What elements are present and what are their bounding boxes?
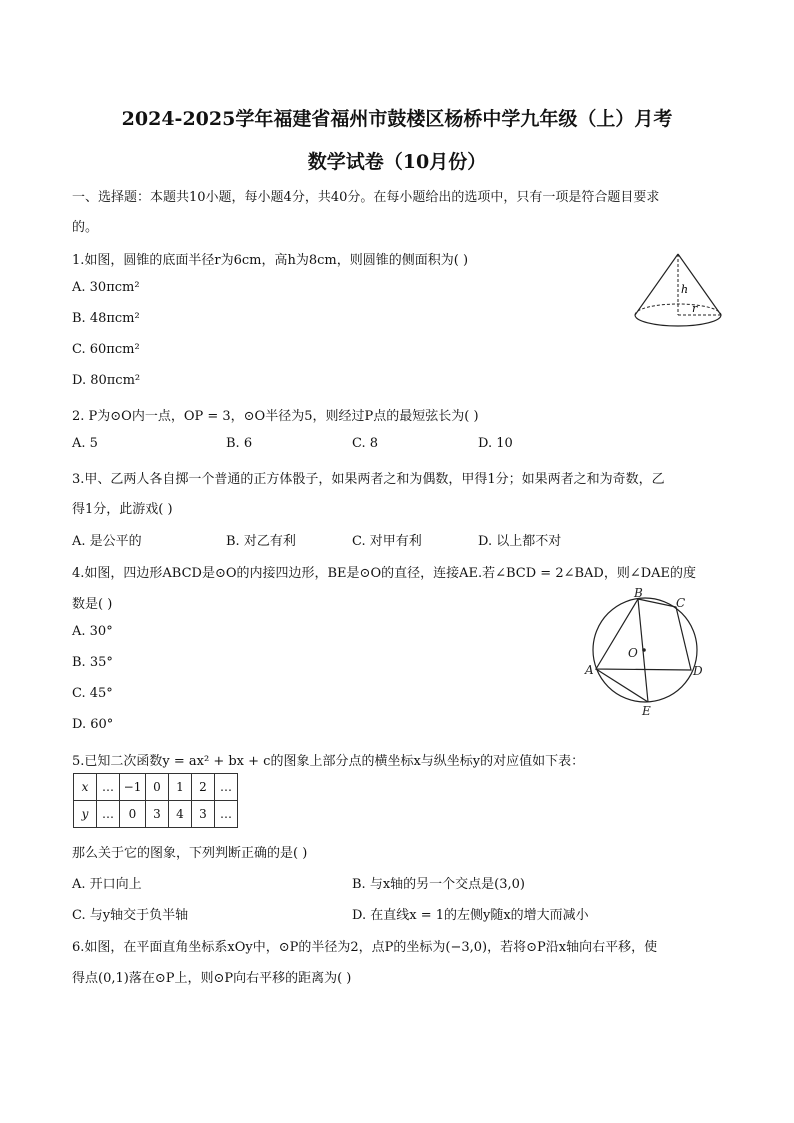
q5-stem: 5.已知二次函数y = ax² + bx + c的图象上部分点的横坐标x与纵坐标y的对应值如下表：	[72, 754, 585, 769]
q1-option-b: B. 48πcm²	[72, 311, 140, 326]
q3-option-b: B. 对乙有利	[226, 534, 296, 549]
q3-option-d: D. 以上都不对	[478, 534, 562, 549]
q5-ask: 那么关于它的图象，下列判断正确的是( )	[72, 846, 308, 861]
q3-stem: 3.甲、乙两人各自掷一个普通的正方体骰子，如果两者之和为偶数，甲得1分；如果两者之和为奇数，乙	[72, 472, 665, 487]
q1-stem: 1.如图，圆锥的底面半径r为6cm，高h为8cm，则圆锥的侧面积为( )	[72, 253, 469, 268]
label-a: A	[585, 663, 594, 677]
q1-option-d: D. 80πcm²	[72, 373, 141, 388]
q4-stem: 4.如图，四边形ABCD是⊙O的内接四边形，BE是⊙O的直径，连接AE.若∠BCD = 2∠BAD，则∠DAE的度	[72, 566, 697, 581]
exam-title-line2: 数学试卷（10月份）	[307, 151, 487, 173]
q5-option-a: A. 开口向上	[72, 877, 142, 892]
q6-stem: 6.如图，在平面直角坐标系xOy中，⊙P的半径为2，点P的坐标为(−3,0)，若将⊙P沿x轴向右平移，使	[72, 940, 658, 955]
section-heading: 一、选择题：本题共10小题，每小题4分，共40分。在每小题给出的选项中，只有一项是符合题目要求	[72, 190, 660, 205]
value-table	[73, 773, 238, 828]
q5-option-d: D. 在直线x = 1的左侧y随x的增大而减小	[352, 908, 589, 923]
q2-option-d: D. 10	[478, 436, 513, 451]
label-e: E	[642, 704, 651, 718]
label-c: C	[676, 596, 686, 610]
q5-option-c: C. 与y轴交于负半轴	[72, 908, 189, 923]
q5-option-b: B. 与x轴的另一个交点是(3,0)	[352, 877, 525, 892]
q4-option-b: B. 35°	[72, 655, 113, 670]
q6-stem-cont: 得点(0,1)落在⊙P上，则⊙P向右平移的距离为( )	[72, 971, 352, 986]
q2-stem: 2. P为⊙O内一点，OP = 3，⊙O半径为5，则经过P点的最短弦长为( )	[72, 409, 479, 424]
table-row: y … 0 3 4 3 …	[74, 801, 238, 828]
q2-option-c: C. 8	[352, 436, 379, 451]
q3-option-a: A. 是公平的	[72, 534, 142, 549]
section-heading-cont: 的。	[72, 220, 99, 235]
exam-title-line1: 2024-2025学年福建省福州市鼓楼区杨桥中学九年级（上）月考	[121, 108, 673, 130]
q3-stem-cont: 得1分，此游戏( )	[72, 502, 173, 517]
cone-label-r: r	[692, 302, 698, 315]
q4-option-d: D. 60°	[72, 717, 114, 732]
q4-stem-cont: 数是( )	[72, 597, 113, 612]
q1-option-c: C. 60πcm²	[72, 342, 140, 357]
label-d: D	[693, 664, 703, 678]
cone-figure	[630, 248, 726, 334]
q2-option-b: B. 6	[226, 436, 253, 451]
table-row: x … −1 0 1 2 …	[74, 774, 238, 801]
label-b: B	[634, 586, 643, 600]
q4-option-a: A. 30°	[72, 624, 113, 639]
inscribed-quadrilateral-figure	[582, 585, 712, 720]
q4-option-c: C. 45°	[72, 686, 113, 701]
q3-option-c: C. 对甲有利	[352, 534, 422, 549]
label-o: O	[628, 646, 638, 660]
cone-label-h: h	[681, 283, 689, 296]
q2-option-a: A. 5	[72, 436, 98, 451]
q1-option-a: A. 30πcm²	[72, 280, 140, 295]
